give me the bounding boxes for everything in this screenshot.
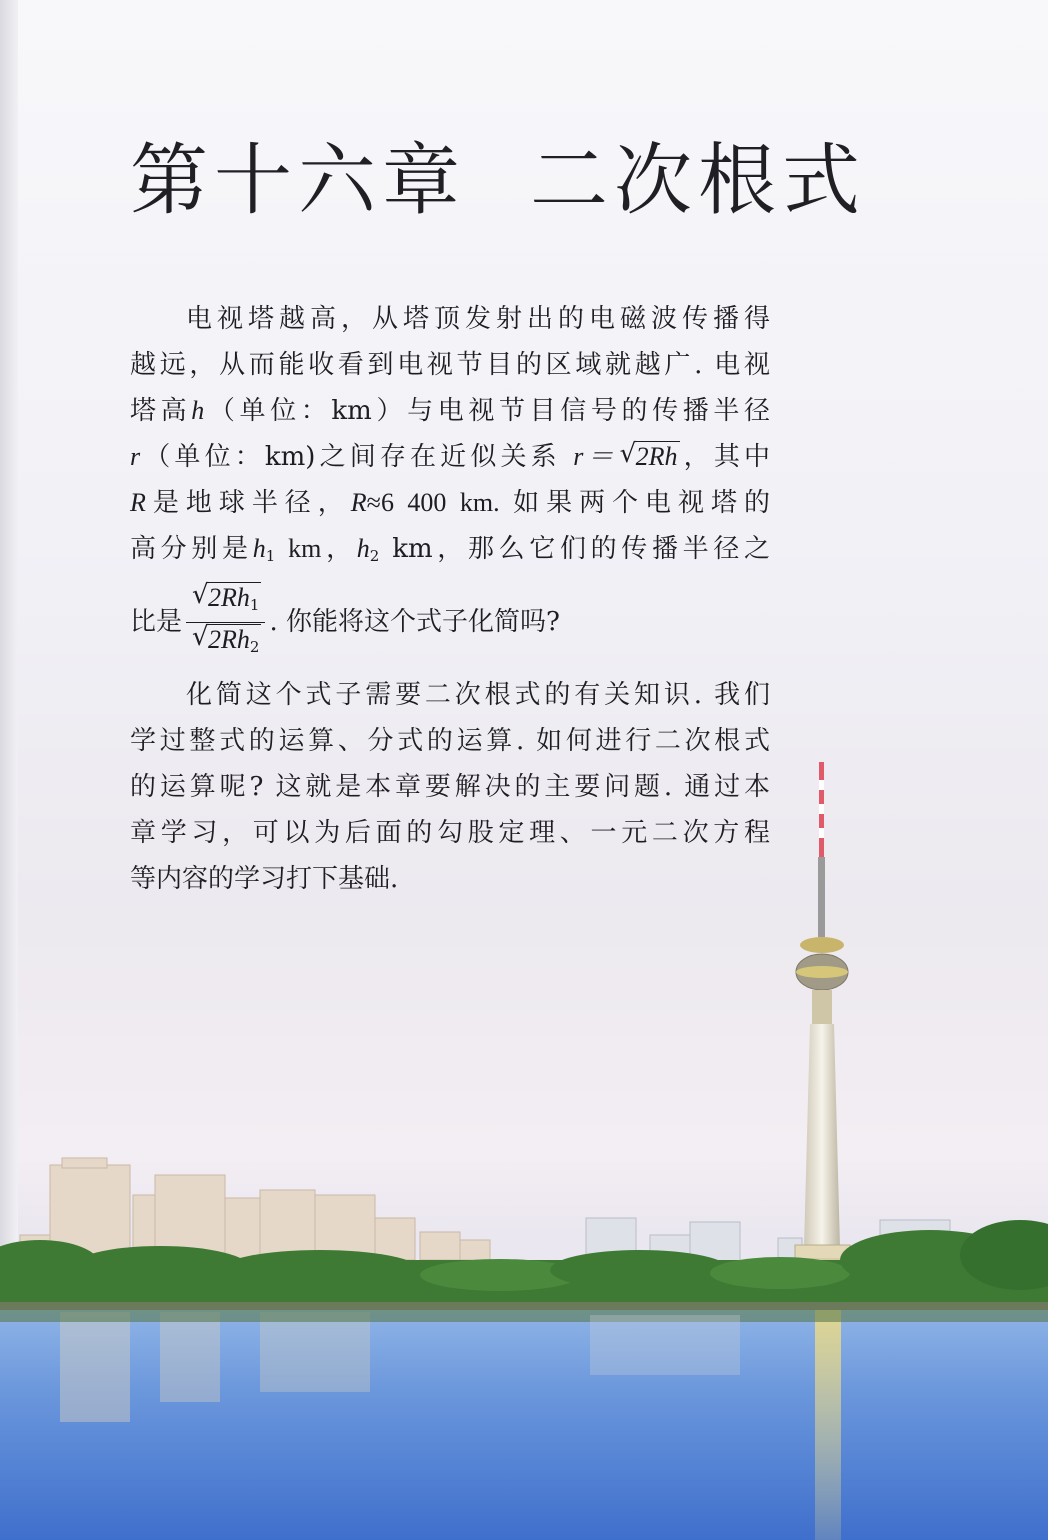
- p1-line-7: [130, 572, 770, 672]
- variable-R: R: [350, 488, 367, 517]
- p2-line-2: 学过整式的运算、分式的运算. 如何进行二次根式: [130, 726, 770, 756]
- variable-h2: h: [356, 534, 370, 563]
- radical-sign: √: [192, 579, 209, 610]
- p2-line-5: 等内容的学习打下基础.: [130, 864, 399, 894]
- variable-r: r: [130, 442, 141, 471]
- chapter-title: [130, 118, 866, 230]
- buildings-left: [20, 1158, 490, 1260]
- p2-line-4: 章学习，可以为后面的勾股定理、一元二次方程: [130, 818, 770, 848]
- p1-line-6: [130, 526, 770, 572]
- chapter-number: 第十六章: [130, 136, 467, 226]
- p2-line-1: 化简这个式子需要二次根式的有关知识. 我们: [186, 680, 770, 710]
- p1-line-5: [130, 480, 770, 526]
- p2-line-3: 的运算呢? 这就是本章要解决的主要问题. 通过本: [130, 772, 770, 802]
- radical-sign: √: [192, 621, 209, 652]
- p1-line-4: [130, 434, 770, 480]
- tv-tower: [782, 762, 862, 1268]
- radical-sign: √: [619, 439, 637, 469]
- text-segment: 是地球半径，: [145, 488, 351, 518]
- subscript: 1: [265, 547, 276, 565]
- text-segment: ≈6 400 km. 如果两个电视塔的: [366, 488, 770, 517]
- variable-h1: h: [252, 534, 266, 563]
- fraction-numerator: [186, 581, 265, 622]
- sqrt-2Rh: [620, 434, 680, 480]
- text-segment: km，那么它们的传播半径之: [392, 534, 770, 564]
- p1-line-3: [130, 388, 770, 434]
- chapter-name: 二次根式: [530, 136, 867, 226]
- text-segment: （单位：km）与电视节目信号的传播半径: [204, 396, 770, 426]
- text-segment: km，: [288, 534, 357, 563]
- sqrt-2Rh2: [192, 623, 261, 664]
- subscript: 1: [249, 595, 260, 614]
- p1-line-1: 电视塔越高，从塔顶发射出的电磁波传播得: [186, 304, 770, 334]
- variable-h: h: [191, 396, 205, 425]
- radicand: 2Rh: [635, 442, 678, 471]
- text-segment: 比是: [130, 607, 183, 637]
- radicand: 2Rh: [208, 624, 250, 654]
- text-segment: 塔高: [130, 396, 192, 426]
- text-segment: . 你能将这个式子化简吗?: [269, 607, 560, 637]
- variable-R: R: [130, 488, 146, 517]
- radicand: 2Rh: [208, 582, 250, 612]
- text-segment: （单位：km)之间存在近似关系: [140, 442, 561, 472]
- sqrt-2Rh1: [192, 581, 261, 622]
- subscript: 2: [369, 547, 380, 565]
- fraction-denominator: [186, 623, 265, 664]
- shoreline: [0, 1302, 1048, 1310]
- fraction: [186, 581, 265, 664]
- text-segment: 高分别是: [130, 534, 253, 564]
- text-segment: ，其中: [679, 442, 770, 472]
- subscript: 2: [249, 637, 260, 656]
- cityscape-photo: [0, 740, 1048, 1540]
- lake-water: [0, 1310, 1048, 1540]
- formula-r: r＝: [573, 442, 618, 471]
- p1-line-2: 越远，从而能收看到电视节目的区域就越广. 电视: [130, 350, 770, 380]
